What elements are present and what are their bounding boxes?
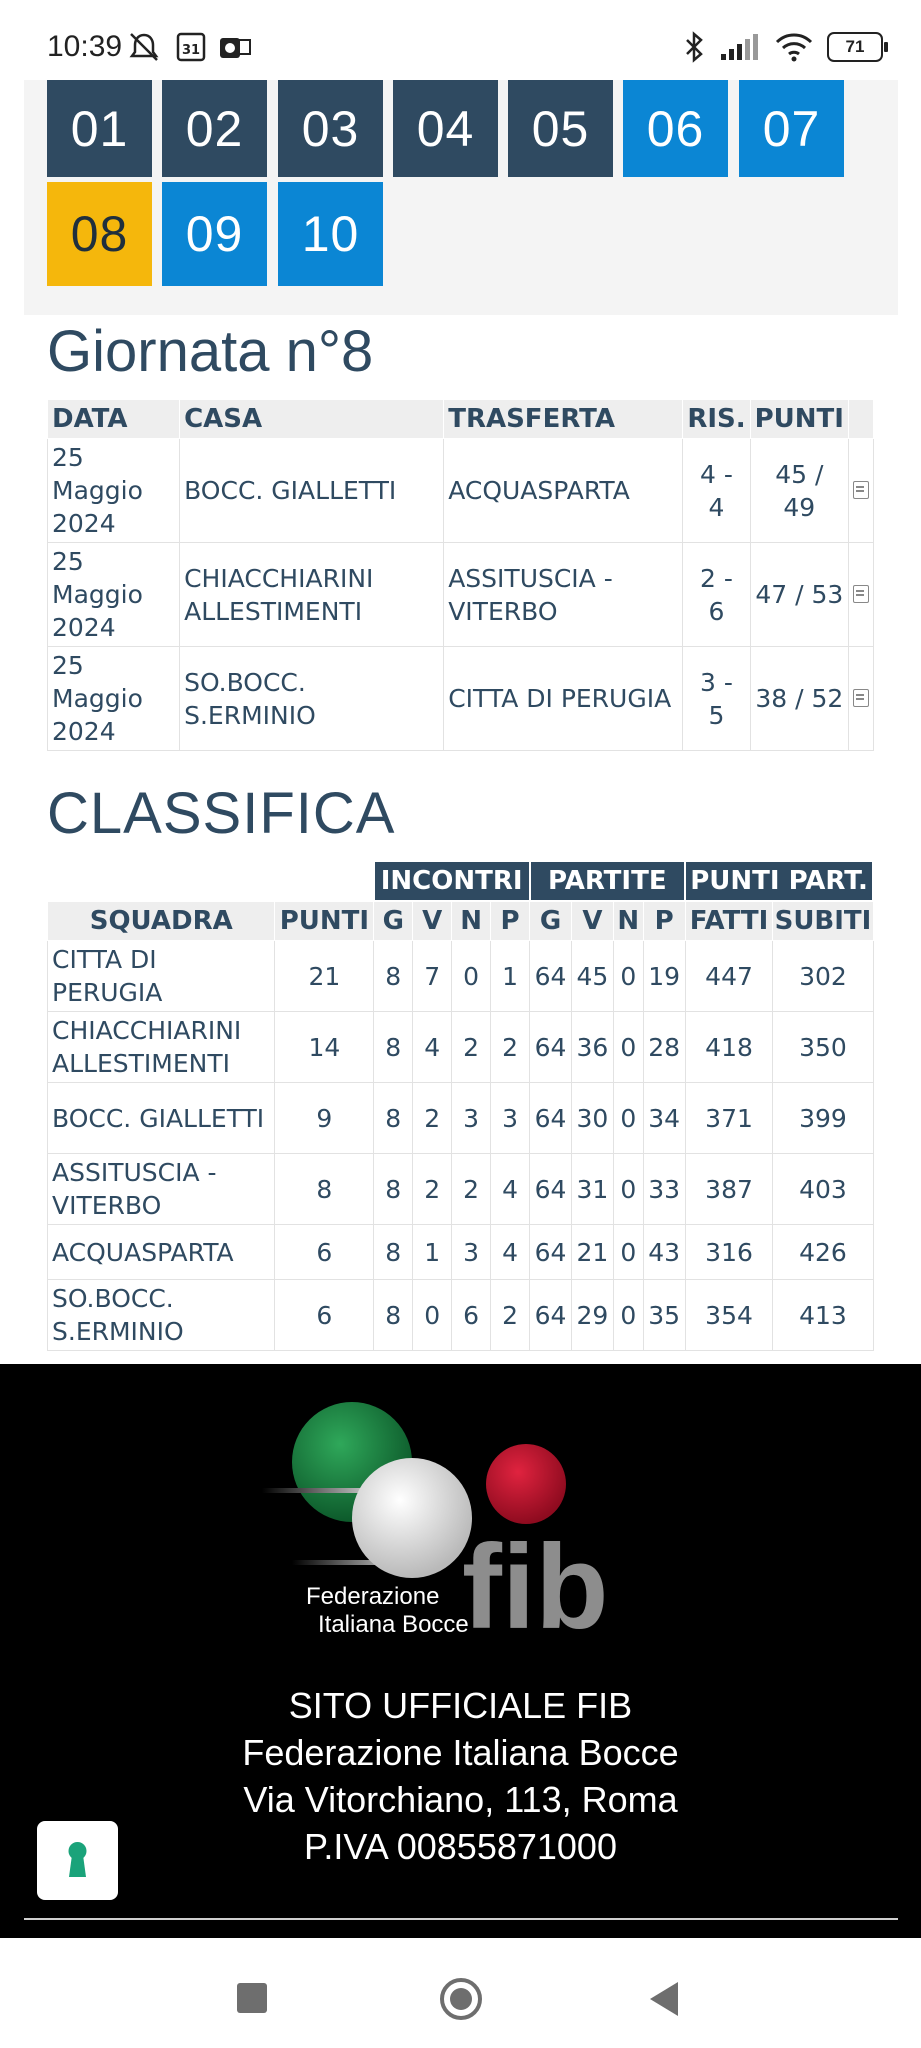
stat-pv: 31 xyxy=(571,1154,613,1225)
round-button-02[interactable]: 02 xyxy=(162,80,267,177)
col-pv: V xyxy=(571,901,613,941)
stat-pv: 21 xyxy=(571,1225,613,1280)
col-v: V xyxy=(413,901,452,941)
col-pg: G xyxy=(530,901,572,941)
team-name: SO.BOCC. S.ERMINIO xyxy=(48,1280,275,1351)
standings-title: CLASSIFICA xyxy=(47,781,396,846)
battery-indicator: 71 xyxy=(827,32,883,62)
match-result: 4 - 4 xyxy=(683,439,750,543)
recents-button[interactable] xyxy=(237,1983,267,2013)
team-name: BOCC. GIALLETTI xyxy=(48,1083,275,1154)
stat-g: 8 xyxy=(374,1225,413,1280)
standings-table xyxy=(47,860,874,1351)
stat-v: 7 xyxy=(413,941,452,1012)
svg-text:Federazione: Federazione xyxy=(306,1583,440,1610)
col-squadra: SQUADRA xyxy=(48,901,275,941)
fib-logo xyxy=(262,1400,662,1660)
standings-header-row xyxy=(48,901,874,941)
stat-n: 2 xyxy=(452,1154,491,1225)
standings-row xyxy=(48,1083,874,1154)
stat-v: 2 xyxy=(413,1083,452,1154)
stat-p: 3 xyxy=(491,1083,530,1154)
footer-divider xyxy=(24,1918,898,1920)
stat-subiti: 302 xyxy=(773,941,873,1012)
col-ris: RIS. xyxy=(683,400,750,439)
stat-subiti: 426 xyxy=(773,1225,873,1280)
match-home: BOCC. GIALLETTI xyxy=(180,439,444,543)
stat-punti: 6 xyxy=(275,1225,374,1280)
col-p: P xyxy=(491,901,530,941)
team-name: CITTA DI PERUGIA xyxy=(48,941,275,1012)
team-name: ASSITUSCIA - VITERBO xyxy=(48,1154,275,1225)
standings-row xyxy=(48,1225,874,1280)
stat-pp: 43 xyxy=(643,1225,685,1280)
report-icon[interactable] xyxy=(853,689,869,707)
matches-header-row xyxy=(48,400,874,439)
stat-p: 1 xyxy=(491,941,530,1012)
stat-subiti: 399 xyxy=(773,1083,873,1154)
col-punti: PUNTI xyxy=(275,901,374,941)
col-trasferta: TRASFERTA xyxy=(444,400,683,439)
stat-subiti: 403 xyxy=(773,1154,873,1225)
bluetooth-icon xyxy=(683,30,705,64)
stat-subiti: 413 xyxy=(773,1280,873,1351)
back-button[interactable] xyxy=(650,1982,678,2016)
match-result: 3 - 5 xyxy=(683,647,750,751)
stat-pg: 64 xyxy=(530,1012,572,1083)
stat-pv: 45 xyxy=(571,941,613,1012)
stat-pn: 0 xyxy=(613,1225,643,1280)
match-home: CHIACCHIARINI ALLESTIMENTI xyxy=(180,543,444,647)
stat-fatti: 316 xyxy=(685,1225,773,1280)
match-points: 47 / 53 xyxy=(750,543,848,647)
match-date: 25 Maggio 2024 xyxy=(48,647,180,751)
status-bar xyxy=(0,0,921,80)
stat-v: 0 xyxy=(413,1280,452,1351)
footer-address: Via Vitorchiano, 113, Roma xyxy=(243,1779,678,1820)
stat-pn: 0 xyxy=(613,1280,643,1351)
status-icons xyxy=(683,30,883,64)
outlook-icon xyxy=(218,30,252,64)
match-report-link[interactable] xyxy=(848,439,873,543)
stat-fatti: 354 xyxy=(685,1280,773,1351)
stat-pv: 30 xyxy=(571,1083,613,1154)
stat-pp: 33 xyxy=(643,1154,685,1225)
round-button-09[interactable]: 09 xyxy=(162,182,267,286)
standings-row xyxy=(48,941,874,1012)
match-home: SO.BOCC. S.ERMINIO xyxy=(180,647,444,751)
matchday-title: Giornata n°8 xyxy=(47,319,374,384)
round-selector xyxy=(24,80,898,315)
stat-fatti: 387 xyxy=(685,1154,773,1225)
stat-g: 8 xyxy=(374,1083,413,1154)
col-fatti: FATTI xyxy=(685,901,773,941)
stat-fatti: 418 xyxy=(685,1012,773,1083)
match-away: ACQUASPARTA xyxy=(444,439,683,543)
match-report-link[interactable] xyxy=(848,647,873,751)
stat-punti: 6 xyxy=(275,1280,374,1351)
round-button-07[interactable]: 07 xyxy=(739,80,844,177)
stat-punti: 14 xyxy=(275,1012,374,1083)
stat-n: 0 xyxy=(452,941,491,1012)
stat-punti: 21 xyxy=(275,941,374,1012)
stat-pg: 64 xyxy=(530,1280,572,1351)
team-name: CHIACCHIARINI ALLESTIMENTI xyxy=(48,1012,275,1083)
report-icon[interactable] xyxy=(853,481,869,499)
standings-body xyxy=(48,941,874,1351)
match-date: 25 Maggio 2024 xyxy=(48,543,180,647)
match-row xyxy=(48,439,874,543)
stat-pp: 34 xyxy=(643,1083,685,1154)
standings-row xyxy=(48,1154,874,1225)
stat-pg: 64 xyxy=(530,1154,572,1225)
stat-pv: 29 xyxy=(571,1280,613,1351)
group-partite: PARTITE xyxy=(530,861,686,901)
team-name: ACQUASPARTA xyxy=(48,1225,275,1280)
stat-g: 8 xyxy=(374,1280,413,1351)
match-away: CITTA DI PERUGIA xyxy=(444,647,683,751)
stat-g: 8 xyxy=(374,1154,413,1225)
stat-p: 2 xyxy=(491,1280,530,1351)
stat-n: 3 xyxy=(452,1083,491,1154)
match-report-link[interactable] xyxy=(848,543,873,647)
col-icon xyxy=(848,400,873,439)
clock: 10:39 xyxy=(47,30,123,63)
stat-subiti: 350 xyxy=(773,1012,873,1083)
stat-p: 4 xyxy=(491,1225,530,1280)
svg-text:Italiana Bocce: Italiana Bocce xyxy=(318,1611,469,1638)
stat-pp: 28 xyxy=(643,1012,685,1083)
stat-pn: 0 xyxy=(613,1154,643,1225)
wifi-icon xyxy=(775,32,813,62)
footer-site-title: SITO UFFICIALE FIB xyxy=(288,1685,633,1726)
svg-text:31: 31 xyxy=(181,43,201,58)
col-g: G xyxy=(374,901,413,941)
match-date: 25 Maggio 2024 xyxy=(48,439,180,543)
stat-pn: 0 xyxy=(613,1083,643,1154)
standings-group-row xyxy=(48,861,874,901)
stat-punti: 9 xyxy=(275,1083,374,1154)
report-icon[interactable] xyxy=(853,585,869,603)
match-points: 38 / 52 xyxy=(750,647,848,751)
group-punti-part: PUNTI PART. xyxy=(685,861,873,901)
stat-g: 8 xyxy=(374,1012,413,1083)
standings-row xyxy=(48,1012,874,1083)
round-button-04[interactable]: 04 xyxy=(393,80,498,177)
group-incontri: INCONTRI xyxy=(374,861,530,901)
match-away: ASSITUSCIA - VITERBO xyxy=(444,543,683,647)
stat-p: 4 xyxy=(491,1154,530,1225)
stat-punti: 8 xyxy=(275,1154,374,1225)
col-casa: CASA xyxy=(180,400,444,439)
stat-g: 8 xyxy=(374,941,413,1012)
stat-pp: 19 xyxy=(643,941,685,1012)
stat-fatti: 447 xyxy=(685,941,773,1012)
stat-n: 2 xyxy=(452,1012,491,1083)
stat-v: 2 xyxy=(413,1154,452,1225)
keyhole-icon[interactable] xyxy=(37,1821,118,1900)
round-button-03[interactable]: 03 xyxy=(278,80,383,177)
col-punti: PUNTI xyxy=(750,400,848,439)
footer-vat: P.IVA 00855871000 xyxy=(304,1826,617,1867)
match-result: 2 - 6 xyxy=(683,543,750,647)
muted-bell-icon xyxy=(125,30,163,64)
svg-text:fib: fib xyxy=(462,1520,609,1654)
footer-org-name: Federazione Italiana Bocce xyxy=(242,1732,679,1773)
stat-v: 4 xyxy=(413,1012,452,1083)
stat-fatti: 371 xyxy=(685,1083,773,1154)
stat-pv: 36 xyxy=(571,1012,613,1083)
matches-table xyxy=(47,399,874,751)
footer xyxy=(0,1364,921,1938)
stat-pg: 64 xyxy=(530,1083,572,1154)
stat-pp: 35 xyxy=(643,1280,685,1351)
match-row xyxy=(48,647,874,751)
calendar-icon xyxy=(176,30,206,64)
col-subiti: SUBITI xyxy=(773,901,873,941)
stat-pn: 0 xyxy=(613,941,643,1012)
col-data: DATA xyxy=(48,400,180,439)
stat-pn: 0 xyxy=(613,1012,643,1083)
round-button-08[interactable]: 08 xyxy=(47,182,152,286)
col-pp: P xyxy=(643,901,685,941)
round-button-10[interactable]: 10 xyxy=(278,182,383,286)
system-nav-bar xyxy=(0,1938,921,2048)
privacy-button[interactable] xyxy=(37,1821,118,1900)
signal-icon xyxy=(719,32,761,62)
stat-n: 6 xyxy=(452,1280,491,1351)
col-pn: N xyxy=(613,901,643,941)
match-points: 45 / 49 xyxy=(750,439,848,543)
stat-pg: 64 xyxy=(530,941,572,1012)
round-button-06[interactable]: 06 xyxy=(623,80,728,177)
standings-row xyxy=(48,1280,874,1351)
stat-v: 1 xyxy=(413,1225,452,1280)
round-button-05[interactable]: 05 xyxy=(508,80,613,177)
round-button-01[interactable]: 01 xyxy=(47,80,152,177)
stat-n: 3 xyxy=(452,1225,491,1280)
match-row xyxy=(48,543,874,647)
col-n: N xyxy=(452,901,491,941)
stat-p: 2 xyxy=(491,1012,530,1083)
stat-pg: 64 xyxy=(530,1225,572,1280)
home-button[interactable] xyxy=(440,1978,482,2020)
footer-info xyxy=(0,1682,921,1870)
